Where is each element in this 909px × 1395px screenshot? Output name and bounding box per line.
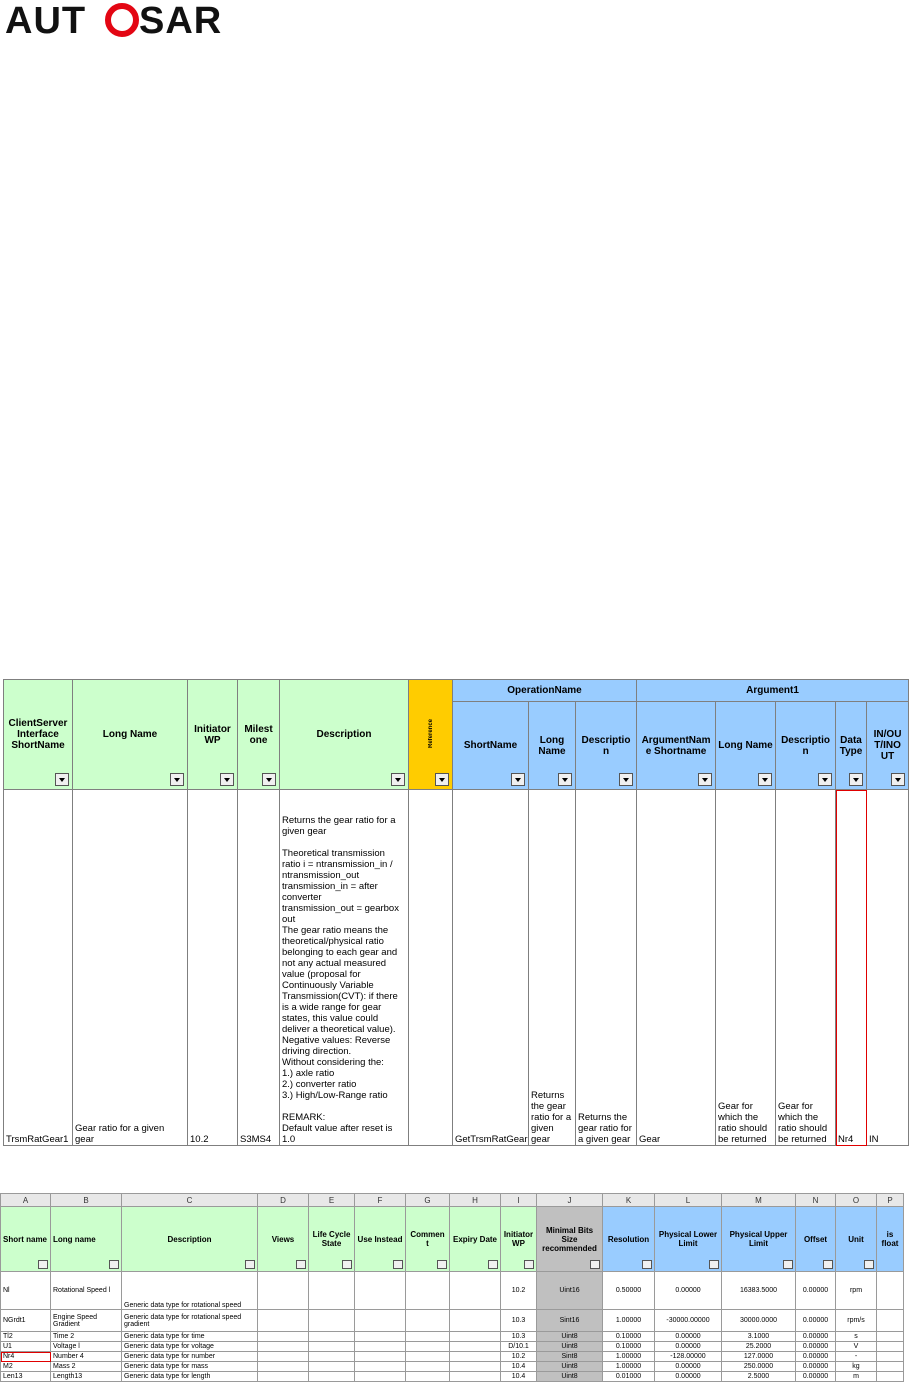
cell-offset[interactable]: 0.00000 [796, 1342, 836, 1352]
col-arg-shortname: ArgumentNam e Shortname [637, 702, 716, 790]
col-long-name: Long Name [73, 680, 188, 790]
cell-description[interactable]: Generic data type for length [122, 1372, 258, 1382]
filter-dropdown-icon[interactable] [849, 773, 863, 786]
cell-reference[interactable] [409, 790, 453, 1146]
cell-empty[interactable] [877, 1272, 904, 1310]
filter-dropdown-icon[interactable] [262, 773, 276, 786]
col-offset: Offset [796, 1207, 836, 1272]
col-op-shortname: ShortName [453, 702, 529, 790]
col-physical-upper-limit: Physical Upper Limit [722, 1207, 796, 1272]
col-letter[interactable]: M [722, 1194, 796, 1207]
cell-unit[interactable]: rpm/s [836, 1310, 877, 1332]
cell-empty[interactable] [355, 1310, 406, 1332]
cell-description[interactable]: Generic data type for voltage [122, 1342, 258, 1352]
filter-dropdown-icon[interactable] [245, 1260, 255, 1269]
col-life-cycle-state: Life Cycle State [309, 1207, 355, 1272]
filter-dropdown-icon[interactable] [864, 1260, 874, 1269]
col-letter[interactable]: K [603, 1194, 655, 1207]
filter-dropdown-icon[interactable] [437, 1260, 447, 1269]
cell-direction[interactable]: IN [867, 790, 909, 1146]
filter-dropdown-icon[interactable] [393, 1260, 403, 1269]
filter-dropdown-icon[interactable] [709, 1260, 719, 1269]
table-row [4, 790, 909, 1146]
col-op-long-name: Long Name [529, 702, 576, 790]
col-letter[interactable]: B [51, 1194, 122, 1207]
cell-empty[interactable] [450, 1352, 501, 1362]
cell-empty[interactable] [309, 1372, 355, 1382]
cell-empty[interactable] [258, 1372, 309, 1382]
cell-description[interactable]: Generic data type for time [122, 1332, 258, 1342]
cell-empty[interactable] [355, 1342, 406, 1352]
cell-empty[interactable] [309, 1272, 355, 1310]
table-row [1, 1372, 904, 1382]
filter-dropdown-icon[interactable] [435, 773, 449, 786]
cell-empty[interactable] [450, 1372, 501, 1382]
cell-empty[interactable] [258, 1362, 309, 1372]
group-argument1: Argument1 [637, 680, 909, 702]
cell-offset[interactable]: 0.00000 [796, 1310, 836, 1332]
col-description: Description [122, 1207, 258, 1272]
cell-op-description[interactable]: Returns the gear ratio for a given gear [576, 790, 637, 1146]
datatype-spreadsheet [0, 1193, 904, 1382]
filter-dropdown-icon[interactable] [488, 1260, 498, 1269]
cell-long-name[interactable]: Length13 [51, 1372, 122, 1382]
cell-lower-limit[interactable]: 0.00000 [655, 1272, 722, 1310]
cell-empty[interactable] [258, 1352, 309, 1362]
cell-empty[interactable] [355, 1272, 406, 1310]
col-letter[interactable]: O [836, 1194, 877, 1207]
filter-dropdown-icon[interactable] [524, 1260, 534, 1269]
col-resolution: Resolution [603, 1207, 655, 1272]
filter-dropdown-icon[interactable] [220, 773, 234, 786]
table-row [1, 1342, 904, 1352]
col-minimal-bits: Minimal Bits Size recommended [537, 1207, 603, 1272]
col-arg-long-name: Long Name [716, 702, 776, 790]
cell-empty[interactable] [877, 1352, 904, 1362]
cell-initiator-wp[interactable]: 10.4 [501, 1372, 537, 1382]
cell-resolution[interactable]: 0.01000 [603, 1372, 655, 1382]
cell-long-name[interactable]: Time 2 [51, 1332, 122, 1342]
cell-empty[interactable] [450, 1362, 501, 1372]
table-row [1, 1332, 904, 1342]
col-description: Description [280, 680, 409, 790]
cell-initiator-wp[interactable]: 10.2 [188, 790, 238, 1146]
table-row [1, 1362, 904, 1372]
cell-empty[interactable] [877, 1362, 904, 1372]
cell-resolution[interactable]: 1.00000 [603, 1362, 655, 1372]
cell-empty[interactable] [309, 1342, 355, 1352]
cell-offset[interactable]: 0.00000 [796, 1362, 836, 1372]
cell-empty[interactable] [258, 1310, 309, 1332]
cell-long-name[interactable]: Engine Speed Gradient [51, 1310, 122, 1332]
cell-offset[interactable]: 0.00000 [796, 1352, 836, 1362]
cell-resolution[interactable]: 0.10000 [603, 1342, 655, 1352]
cell-upper-limit[interactable]: 250.0000 [722, 1362, 796, 1372]
cell-shortname[interactable]: TrsmRatGear1 [4, 790, 73, 1146]
col-letter[interactable]: N [796, 1194, 836, 1207]
col-letter[interactable]: G [406, 1194, 450, 1207]
cell-lower-limit[interactable]: 0.00000 [655, 1342, 722, 1352]
cell-unit[interactable]: V [836, 1342, 877, 1352]
cell-lower-limit[interactable]: -128.00000 [655, 1352, 722, 1362]
cell-empty[interactable] [258, 1342, 309, 1352]
cell-empty[interactable] [450, 1342, 501, 1352]
col-letter[interactable]: D [258, 1194, 309, 1207]
col-letter[interactable]: A [1, 1194, 51, 1207]
cell-unit[interactable]: - [836, 1352, 877, 1362]
table-row [1, 1310, 904, 1332]
col-letter[interactable]: H [450, 1194, 501, 1207]
cell-offset[interactable]: 0.00000 [796, 1332, 836, 1342]
col-letter[interactable]: F [355, 1194, 406, 1207]
filter-dropdown-icon[interactable] [758, 773, 772, 786]
cell-empty[interactable] [309, 1352, 355, 1362]
cell-long-name[interactable]: Voltage l [51, 1342, 122, 1352]
col-initiator-wp: Initiator WP [188, 680, 238, 790]
filter-dropdown-icon[interactable] [818, 773, 832, 786]
filter-dropdown-icon[interactable] [698, 773, 712, 786]
filter-dropdown-icon[interactable] [170, 773, 184, 786]
group-operationname: OperationName [453, 680, 637, 702]
cell-empty[interactable] [450, 1332, 501, 1342]
cell-unit[interactable]: kg [836, 1362, 877, 1372]
filter-dropdown-icon[interactable] [296, 1260, 306, 1269]
cell-upper-limit[interactable]: 127.0000 [722, 1352, 796, 1362]
cell-long-name[interactable]: Gear ratio for a given gear [73, 790, 188, 1146]
cell-initiator-wp[interactable]: D/10.1 [501, 1342, 537, 1352]
cell-empty[interactable] [406, 1372, 450, 1382]
cell-empty[interactable] [877, 1332, 904, 1342]
col-letter[interactable]: I [501, 1194, 537, 1207]
col-data-type: Data Type [836, 702, 867, 790]
cell-bits[interactable]: Uint8 [537, 1372, 603, 1382]
svg-text:SAR: SAR [139, 3, 223, 37]
cell-bits[interactable]: Sint8 [537, 1352, 603, 1362]
cell-initiator-wp[interactable]: 10.4 [501, 1362, 537, 1372]
col-views: Views [258, 1207, 309, 1272]
cell-empty[interactable] [406, 1362, 450, 1372]
filter-dropdown-icon[interactable] [38, 1260, 48, 1269]
col-letter[interactable]: P [877, 1194, 904, 1207]
col-use-instead: Use Instead [355, 1207, 406, 1272]
cell-unit[interactable]: rpm [836, 1272, 877, 1310]
filter-dropdown-icon[interactable] [391, 773, 405, 786]
cell-empty[interactable] [450, 1272, 501, 1310]
cell-upper-limit[interactable]: 2.5000 [722, 1372, 796, 1382]
cell-bits[interactable]: Uint16 [537, 1272, 603, 1310]
filter-dropdown-icon[interactable] [823, 1260, 833, 1269]
col-clientserver-shortname: ClientServer Interface ShortName [4, 680, 73, 790]
cell-offset[interactable]: 0.00000 [796, 1372, 836, 1382]
cell-bits[interactable]: Sint16 [537, 1310, 603, 1332]
col-comment: Commen t [406, 1207, 450, 1272]
autosar-logo [3, 3, 333, 37]
cell-description[interactable]: Returns the gear ratio for a given gear Theoretical transmission ratio i = ntransmission_in / ntransmission_out transmission_in = after converter transmission_out = gearbox out The gear ratio means the theoretical/physical ratio belonging to each gear and not any actual measured value (proposal for Continuously Variable Transmission(CVT): if there is a wide range for gear states, this value could deliver a theoretical value). Negative values: Reverse driving direction. Without considering the: 1.) axle ratio 2.) converter ratio 3.) High/Low-Range ratio REMARK: Default value after reset is 1.0 [280, 790, 409, 1146]
col-is-float: is float [877, 1207, 904, 1272]
col-letter[interactable]: L [655, 1194, 722, 1207]
col-expiry-date: Expiry Date [450, 1207, 501, 1272]
col-short-name: Short name [1, 1207, 51, 1272]
filter-dropdown-icon[interactable] [783, 1260, 793, 1269]
cell-empty[interactable] [309, 1362, 355, 1372]
cell-empty[interactable] [406, 1272, 450, 1310]
cell-lower-limit[interactable]: 0.00000 [655, 1372, 722, 1382]
col-milestone: Milest one [238, 680, 280, 790]
interface-spreadsheet [3, 679, 909, 1146]
filter-dropdown-icon[interactable] [642, 1260, 652, 1269]
cell-resolution[interactable]: 1.00000 [603, 1310, 655, 1332]
col-physical-lower-limit: Physical Lower Limit [655, 1207, 722, 1272]
cell-unit[interactable]: s [836, 1332, 877, 1342]
cell-long-name[interactable]: Number 4 [51, 1352, 122, 1362]
cell-arg-long-name[interactable]: Gear for which the ratio should be returned [716, 790, 776, 1146]
cell-empty[interactable] [877, 1342, 904, 1352]
cell-description[interactable]: Generic data type for rotational speed [122, 1272, 258, 1310]
col-initiator-wp: Initiator WP [501, 1207, 537, 1272]
cell-short-name-highlighted[interactable]: Nr4 [1, 1352, 51, 1362]
cell-empty[interactable] [258, 1332, 309, 1342]
col-arg-description: Descriptio n [776, 702, 836, 790]
cell-short-name[interactable]: M2 [1, 1362, 51, 1372]
cell-upper-limit[interactable]: 16383.5000 [722, 1272, 796, 1310]
cell-description[interactable]: Generic data type for rotational speed gradient [122, 1310, 258, 1332]
svg-text:AUT: AUT [5, 3, 87, 37]
filter-dropdown-icon[interactable] [55, 773, 69, 786]
cell-long-name[interactable]: Mass 2 [51, 1362, 122, 1372]
cell-short-name[interactable]: U1 [1, 1342, 51, 1352]
col-reference: Reference [409, 680, 453, 790]
cell-empty[interactable] [406, 1342, 450, 1352]
cell-data-type-highlighted[interactable]: Nr4 [836, 790, 867, 1146]
header-row [1, 1207, 904, 1272]
col-letter[interactable]: J [537, 1194, 603, 1207]
cell-arg-shortname[interactable]: Gear [637, 790, 716, 1146]
cell-arg-description[interactable]: Gear for which the ratio should be returned [776, 790, 836, 1146]
cell-empty[interactable] [309, 1332, 355, 1342]
cell-empty[interactable] [406, 1352, 450, 1362]
cell-empty[interactable] [406, 1332, 450, 1342]
col-letter[interactable]: C [122, 1194, 258, 1207]
filter-dropdown-icon[interactable] [342, 1260, 352, 1269]
cell-resolution[interactable]: 0.10000 [603, 1332, 655, 1342]
cell-empty[interactable] [877, 1310, 904, 1332]
table-row [1, 1272, 904, 1310]
cell-empty[interactable] [309, 1310, 355, 1332]
column-letter-row [1, 1194, 904, 1207]
cell-lower-limit[interactable]: 0.00000 [655, 1362, 722, 1372]
cell-long-name[interactable]: Rotational Speed l [51, 1272, 122, 1310]
col-direction: IN/OU T/INO UT [867, 702, 909, 790]
cell-milestone[interactable]: S3MS4 [238, 790, 280, 1146]
cell-upper-limit[interactable]: 30000.0000 [722, 1310, 796, 1332]
filter-dropdown-icon[interactable] [619, 773, 633, 786]
cell-op-shortname[interactable]: GetTrsmRatGear [453, 790, 529, 1146]
cell-empty[interactable] [355, 1352, 406, 1362]
filter-dropdown-icon[interactable] [109, 1260, 119, 1269]
cell-empty[interactable] [355, 1372, 406, 1382]
cell-bits[interactable]: Uint8 [537, 1342, 603, 1352]
col-letter[interactable]: E [309, 1194, 355, 1207]
col-op-description: Descriptio n [576, 702, 637, 790]
filter-dropdown-icon[interactable] [590, 1260, 600, 1269]
cell-short-name[interactable]: NGrdt1 [1, 1310, 51, 1332]
cell-description[interactable]: Generic data type for mass [122, 1362, 258, 1372]
col-unit: Unit [836, 1207, 877, 1272]
cell-initiator-wp[interactable]: 10.3 [501, 1332, 537, 1342]
cell-short-name[interactable]: Len13 [1, 1372, 51, 1382]
cell-short-name[interactable]: Tl2 [1, 1332, 51, 1342]
col-long-name: Long name [51, 1207, 122, 1272]
filter-dropdown-icon[interactable] [511, 773, 525, 786]
cell-lower-limit[interactable]: -30000.00000 [655, 1310, 722, 1332]
cell-empty[interactable] [877, 1372, 904, 1382]
cell-bits[interactable]: Uint8 [537, 1332, 603, 1342]
cell-empty[interactable] [450, 1310, 501, 1332]
cell-empty[interactable] [258, 1272, 309, 1310]
cell-upper-limit[interactable]: 25.2000 [722, 1342, 796, 1352]
cell-empty[interactable] [355, 1362, 406, 1372]
filter-dropdown-icon[interactable] [891, 773, 905, 786]
cell-resolution[interactable]: 1.00000 [603, 1352, 655, 1362]
cell-offset[interactable]: 0.00000 [796, 1272, 836, 1310]
cell-short-name[interactable]: Nl [1, 1272, 51, 1310]
cell-empty[interactable] [355, 1332, 406, 1342]
cell-initiator-wp[interactable]: 10.2 [501, 1272, 537, 1310]
cell-empty[interactable] [406, 1310, 450, 1332]
cell-upper-limit[interactable]: 3.1000 [722, 1332, 796, 1342]
cell-description[interactable]: Generic data type for number [122, 1352, 258, 1362]
cell-unit[interactable]: m [836, 1372, 877, 1382]
filter-dropdown-icon[interactable] [558, 773, 572, 786]
cell-initiator-wp[interactable]: 10.2 [501, 1352, 537, 1362]
cell-resolution[interactable]: 0.50000 [603, 1272, 655, 1310]
table-row [1, 1352, 904, 1362]
cell-initiator-wp[interactable]: 10.3 [501, 1310, 537, 1332]
cell-op-long-name[interactable]: Returns the gear ratio for a given gear [529, 790, 576, 1146]
cell-bits[interactable]: Uint8 [537, 1362, 603, 1372]
cell-lower-limit[interactable]: 0.00000 [655, 1332, 722, 1342]
